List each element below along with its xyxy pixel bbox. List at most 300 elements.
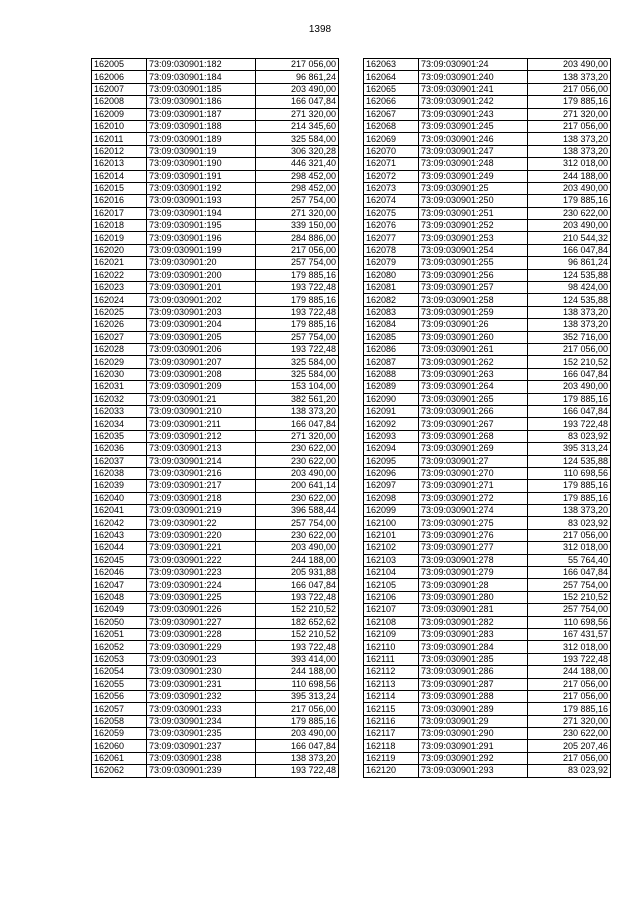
cadastral-number-cell: 73:09:030901:257 <box>419 282 528 294</box>
table-row <box>364 195 611 207</box>
value-cell: 230 622,00 <box>256 455 339 467</box>
cadastral-number-cell: 73:09:030901:208 <box>147 368 256 380</box>
row-id-cell: 162041 <box>92 505 147 517</box>
table-row <box>364 542 611 554</box>
row-id-cell: 162022 <box>92 269 147 281</box>
cadastral-number-cell: 73:09:030901:277 <box>419 542 528 554</box>
cadastral-number-cell: 73:09:030901:268 <box>419 430 528 442</box>
cadastral-number-cell: 73:09:030901:202 <box>147 294 256 306</box>
row-id-cell: 162055 <box>92 678 147 690</box>
table-row <box>364 591 611 603</box>
table-row <box>92 492 339 504</box>
value-cell: 167 431,57 <box>528 628 611 640</box>
row-id-cell: 162040 <box>92 492 147 504</box>
row-id-cell: 162102 <box>364 542 419 554</box>
value-cell: 124 535,88 <box>528 294 611 306</box>
cadastral-number-cell: 73:09:030901:212 <box>147 430 256 442</box>
value-cell: 230 622,00 <box>256 492 339 504</box>
cadastral-number-cell: 73:09:030901:284 <box>419 641 528 653</box>
table-row <box>92 244 339 256</box>
value-cell: 298 452,00 <box>256 182 339 194</box>
row-id-cell: 162086 <box>364 343 419 355</box>
row-id-cell: 162027 <box>92 331 147 343</box>
value-cell: 166 047,84 <box>256 579 339 591</box>
cadastral-number-cell: 73:09:030901:271 <box>419 480 528 492</box>
table-row <box>92 666 339 678</box>
row-id-cell: 162047 <box>92 579 147 591</box>
cadastral-number-cell: 73:09:030901:218 <box>147 492 256 504</box>
row-id-cell: 162059 <box>92 728 147 740</box>
table-row <box>92 455 339 467</box>
value-cell: 152 210,52 <box>528 356 611 368</box>
row-id-cell: 162096 <box>364 467 419 479</box>
value-cell: 193 722,48 <box>528 418 611 430</box>
row-id-cell: 162051 <box>92 628 147 640</box>
value-cell: 182 652,62 <box>256 616 339 628</box>
cadastral-number-cell: 73:09:030901:274 <box>419 505 528 517</box>
table-row <box>92 145 339 157</box>
cadastral-number-cell: 73:09:030901:188 <box>147 120 256 132</box>
table-row <box>92 418 339 430</box>
row-id-cell: 162026 <box>92 319 147 331</box>
table-row <box>92 542 339 554</box>
value-cell: 339 150,00 <box>256 220 339 232</box>
row-id-cell: 162105 <box>364 579 419 591</box>
value-cell: 110 698,56 <box>528 467 611 479</box>
table-row <box>364 690 611 702</box>
table-row <box>364 282 611 294</box>
cadastral-number-cell: 73:09:030901:228 <box>147 628 256 640</box>
table-row <box>92 616 339 628</box>
row-id-cell: 162021 <box>92 257 147 269</box>
value-cell: 83 023,92 <box>528 517 611 529</box>
value-cell: 446 321,40 <box>256 158 339 170</box>
value-cell: 325 584,00 <box>256 368 339 380</box>
row-id-cell: 162029 <box>92 356 147 368</box>
row-id-cell: 162113 <box>364 678 419 690</box>
table-row <box>92 740 339 752</box>
value-cell: 257 754,00 <box>256 331 339 343</box>
cadastral-number-cell: 73:09:030901:204 <box>147 319 256 331</box>
cadastral-number-cell: 73:09:030901:243 <box>419 108 528 120</box>
row-id-cell: 162010 <box>92 120 147 132</box>
value-cell: 179 885,16 <box>528 96 611 108</box>
table-row <box>92 765 339 777</box>
table-row <box>92 393 339 405</box>
value-cell: 230 622,00 <box>256 529 339 541</box>
cadastral-number-cell: 73:09:030901:251 <box>419 207 528 219</box>
row-id-cell: 162092 <box>364 418 419 430</box>
cadastral-number-cell: 73:09:030901:195 <box>147 220 256 232</box>
cadastral-number-cell: 73:09:030901:186 <box>147 96 256 108</box>
table-row <box>364 567 611 579</box>
table-row <box>92 529 339 541</box>
table-row <box>92 443 339 455</box>
value-cell: 193 722,48 <box>256 343 339 355</box>
row-id-cell: 162049 <box>92 604 147 616</box>
value-cell: 179 885,16 <box>256 715 339 727</box>
table-row <box>92 604 339 616</box>
cadastral-number-cell: 73:09:030901:246 <box>419 133 528 145</box>
cadastral-number-cell: 73:09:030901:20 <box>147 257 256 269</box>
cadastral-number-cell: 73:09:030901:290 <box>419 728 528 740</box>
value-cell: 325 584,00 <box>256 356 339 368</box>
value-cell: 306 320,28 <box>256 145 339 157</box>
table-row <box>92 269 339 281</box>
cadastral-number-cell: 73:09:030901:203 <box>147 306 256 318</box>
cadastral-number-cell: 73:09:030901:210 <box>147 405 256 417</box>
value-cell: 217 056,00 <box>528 752 611 764</box>
cadastral-number-cell: 73:09:030901:219 <box>147 505 256 517</box>
row-id-cell: 162064 <box>364 71 419 83</box>
value-cell: 230 622,00 <box>528 207 611 219</box>
cadastral-number-cell: 73:09:030901:237 <box>147 740 256 752</box>
table-row <box>364 294 611 306</box>
cadastral-number-cell: 73:09:030901:221 <box>147 542 256 554</box>
row-id-cell: 162082 <box>364 294 419 306</box>
row-id-cell: 162050 <box>92 616 147 628</box>
row-id-cell: 162069 <box>364 133 419 145</box>
cadastral-number-cell: 73:09:030901:272 <box>419 492 528 504</box>
table-row <box>364 343 611 355</box>
cadastral-number-cell: 73:09:030901:192 <box>147 182 256 194</box>
cadastral-number-cell: 73:09:030901:206 <box>147 343 256 355</box>
value-cell: 152 210,52 <box>528 591 611 603</box>
row-id-cell: 162035 <box>92 430 147 442</box>
value-cell: 203 490,00 <box>528 381 611 393</box>
value-cell: 153 104,00 <box>256 381 339 393</box>
table-row <box>364 306 611 318</box>
cadastral-number-cell: 73:09:030901:231 <box>147 678 256 690</box>
value-cell: 179 885,16 <box>528 480 611 492</box>
cadastral-number-cell: 73:09:030901:247 <box>419 145 528 157</box>
value-cell: 217 056,00 <box>528 529 611 541</box>
cadastral-table-right <box>363 58 611 778</box>
row-id-cell: 162078 <box>364 244 419 256</box>
row-id-cell: 162036 <box>92 443 147 455</box>
row-id-cell: 162028 <box>92 343 147 355</box>
value-cell: 166 047,84 <box>528 244 611 256</box>
table-row <box>92 628 339 640</box>
cadastral-number-cell: 73:09:030901:224 <box>147 579 256 591</box>
cadastral-number-cell: 73:09:030901:225 <box>147 591 256 603</box>
cadastral-number-cell: 73:09:030901:275 <box>419 517 528 529</box>
value-cell: 166 047,84 <box>256 740 339 752</box>
value-cell: 166 047,84 <box>256 96 339 108</box>
table-row <box>364 616 611 628</box>
table-row <box>92 133 339 145</box>
table-row <box>92 715 339 727</box>
table-row <box>92 195 339 207</box>
row-id-cell: 162080 <box>364 269 419 281</box>
value-cell: 83 023,92 <box>528 765 611 777</box>
row-id-cell: 162019 <box>92 232 147 244</box>
cadastral-number-cell: 73:09:030901:264 <box>419 381 528 393</box>
value-cell: 193 722,48 <box>256 641 339 653</box>
value-cell: 244 188,00 <box>256 554 339 566</box>
value-cell: 193 722,48 <box>528 653 611 665</box>
table-row <box>364 145 611 157</box>
value-cell: 203 490,00 <box>528 59 611 71</box>
value-cell: 217 056,00 <box>528 343 611 355</box>
value-cell: 257 754,00 <box>528 579 611 591</box>
value-cell: 200 641,14 <box>256 480 339 492</box>
table-row <box>364 641 611 653</box>
table-row <box>364 666 611 678</box>
row-id-cell: 162062 <box>92 765 147 777</box>
table-row <box>92 108 339 120</box>
row-id-cell: 162110 <box>364 641 419 653</box>
value-cell: 179 885,16 <box>528 703 611 715</box>
value-cell: 166 047,84 <box>256 418 339 430</box>
value-cell: 217 056,00 <box>528 690 611 702</box>
cadastral-number-cell: 73:09:030901:222 <box>147 554 256 566</box>
row-id-cell: 162070 <box>364 145 419 157</box>
table-body-left <box>92 59 339 778</box>
value-cell: 203 490,00 <box>256 542 339 554</box>
table-row <box>364 405 611 417</box>
cadastral-number-cell: 73:09:030901:28 <box>419 579 528 591</box>
table-row <box>364 443 611 455</box>
row-id-cell: 162100 <box>364 517 419 529</box>
cadastral-number-cell: 73:09:030901:291 <box>419 740 528 752</box>
row-id-cell: 162015 <box>92 182 147 194</box>
value-cell: 214 345,60 <box>256 120 339 132</box>
table-row <box>92 554 339 566</box>
cadastral-number-cell: 73:09:030901:209 <box>147 381 256 393</box>
table-row <box>364 319 611 331</box>
row-id-cell: 162073 <box>364 182 419 194</box>
value-cell: 110 698,56 <box>256 678 339 690</box>
row-id-cell: 162071 <box>364 158 419 170</box>
cadastral-number-cell: 73:09:030901:249 <box>419 170 528 182</box>
cadastral-number-cell: 73:09:030901:270 <box>419 467 528 479</box>
table-row <box>92 430 339 442</box>
row-id-cell: 162023 <box>92 282 147 294</box>
row-id-cell: 162033 <box>92 405 147 417</box>
value-cell: 393 414,00 <box>256 653 339 665</box>
table-row <box>364 653 611 665</box>
value-cell: 395 313,24 <box>528 443 611 455</box>
cadastral-number-cell: 73:09:030901:285 <box>419 653 528 665</box>
value-cell: 271 320,00 <box>528 108 611 120</box>
table-row <box>364 467 611 479</box>
table-row <box>92 59 339 71</box>
value-cell: 138 373,20 <box>528 71 611 83</box>
row-id-cell: 162038 <box>92 467 147 479</box>
cadastral-number-cell: 73:09:030901:235 <box>147 728 256 740</box>
table-row <box>364 269 611 281</box>
cadastral-number-cell: 73:09:030901:289 <box>419 703 528 715</box>
cadastral-number-cell: 73:09:030901:24 <box>419 59 528 71</box>
value-cell: 55 764,40 <box>528 554 611 566</box>
row-id-cell: 162052 <box>92 641 147 653</box>
row-id-cell: 162060 <box>92 740 147 752</box>
cadastral-number-cell: 73:09:030901:283 <box>419 628 528 640</box>
row-id-cell: 162115 <box>364 703 419 715</box>
row-id-cell: 162018 <box>92 220 147 232</box>
cadastral-number-cell: 73:09:030901:282 <box>419 616 528 628</box>
value-cell: 244 188,00 <box>528 170 611 182</box>
value-cell: 138 373,20 <box>256 752 339 764</box>
value-cell: 98 424,00 <box>528 282 611 294</box>
value-cell: 244 188,00 <box>528 666 611 678</box>
table-row <box>92 331 339 343</box>
row-id-cell: 162005 <box>92 59 147 71</box>
table-row <box>92 158 339 170</box>
table-row <box>364 765 611 777</box>
row-id-cell: 162039 <box>92 480 147 492</box>
row-id-cell: 162067 <box>364 108 419 120</box>
row-id-cell: 162045 <box>92 554 147 566</box>
table-row <box>92 71 339 83</box>
row-id-cell: 162093 <box>364 430 419 442</box>
row-id-cell: 162079 <box>364 257 419 269</box>
table-row <box>92 690 339 702</box>
table-row <box>364 170 611 182</box>
value-cell: 152 210,52 <box>256 628 339 640</box>
table-row <box>364 740 611 752</box>
cadastral-number-cell: 73:09:030901:241 <box>419 83 528 95</box>
table-row <box>92 517 339 529</box>
row-id-cell: 162007 <box>92 83 147 95</box>
cadastral-number-cell: 73:09:030901:254 <box>419 244 528 256</box>
table-row <box>364 492 611 504</box>
row-id-cell: 162068 <box>364 120 419 132</box>
table-row <box>92 480 339 492</box>
table-row <box>364 96 611 108</box>
cadastral-number-cell: 73:09:030901:214 <box>147 455 256 467</box>
row-id-cell: 162104 <box>364 567 419 579</box>
row-id-cell: 162091 <box>364 405 419 417</box>
cadastral-number-cell: 73:09:030901:205 <box>147 331 256 343</box>
cadastral-number-cell: 73:09:030901:226 <box>147 604 256 616</box>
value-cell: 138 373,20 <box>528 319 611 331</box>
row-id-cell: 162014 <box>92 170 147 182</box>
table-row <box>92 257 339 269</box>
value-cell: 179 885,16 <box>528 195 611 207</box>
row-id-cell: 162111 <box>364 653 419 665</box>
value-cell: 230 622,00 <box>256 443 339 455</box>
row-id-cell: 162053 <box>92 653 147 665</box>
cadastral-number-cell: 73:09:030901:276 <box>419 529 528 541</box>
cadastral-number-cell: 73:09:030901:230 <box>147 666 256 678</box>
cadastral-number-cell: 73:09:030901:248 <box>419 158 528 170</box>
table-row <box>364 579 611 591</box>
cadastral-number-cell: 73:09:030901:207 <box>147 356 256 368</box>
table-row <box>92 405 339 417</box>
table-row <box>364 604 611 616</box>
row-id-cell: 162065 <box>364 83 419 95</box>
cadastral-number-cell: 73:09:030901:265 <box>419 393 528 405</box>
value-cell: 179 885,16 <box>528 492 611 504</box>
value-cell: 217 056,00 <box>256 244 339 256</box>
row-id-cell: 162024 <box>92 294 147 306</box>
cadastral-number-cell: 73:09:030901:240 <box>419 71 528 83</box>
table-row <box>92 579 339 591</box>
cadastral-number-cell: 73:09:030901:229 <box>147 641 256 653</box>
row-id-cell: 162072 <box>364 170 419 182</box>
value-cell: 96 861,24 <box>256 71 339 83</box>
value-cell: 217 056,00 <box>256 703 339 715</box>
table-row <box>364 418 611 430</box>
value-cell: 312 018,00 <box>528 542 611 554</box>
row-id-cell: 162074 <box>364 195 419 207</box>
cadastral-number-cell: 73:09:030901:238 <box>147 752 256 764</box>
row-id-cell: 162076 <box>364 220 419 232</box>
cadastral-number-cell: 73:09:030901:227 <box>147 616 256 628</box>
row-id-cell: 162084 <box>364 319 419 331</box>
table-row <box>92 381 339 393</box>
cadastral-number-cell: 73:09:030901:187 <box>147 108 256 120</box>
cadastral-number-cell: 73:09:030901:182 <box>147 59 256 71</box>
row-id-cell: 162061 <box>92 752 147 764</box>
table-row <box>92 728 339 740</box>
table-row <box>364 220 611 232</box>
row-id-cell: 162013 <box>92 158 147 170</box>
table-row <box>364 257 611 269</box>
table-row <box>92 220 339 232</box>
cadastral-number-cell: 73:09:030901:184 <box>147 71 256 83</box>
value-cell: 166 047,84 <box>528 567 611 579</box>
cadastral-number-cell: 73:09:030901:200 <box>147 269 256 281</box>
cadastral-number-cell: 73:09:030901:22 <box>147 517 256 529</box>
table-row <box>364 455 611 467</box>
value-cell: 124 535,88 <box>528 269 611 281</box>
value-cell: 179 885,16 <box>256 294 339 306</box>
cadastral-number-cell: 73:09:030901:223 <box>147 567 256 579</box>
cadastral-number-cell: 73:09:030901:253 <box>419 232 528 244</box>
cadastral-number-cell: 73:09:030901:258 <box>419 294 528 306</box>
value-cell: 193 722,48 <box>256 765 339 777</box>
value-cell: 210 544,32 <box>528 232 611 244</box>
value-cell: 193 722,48 <box>256 306 339 318</box>
cadastral-number-cell: 73:09:030901:292 <box>419 752 528 764</box>
value-cell: 193 722,48 <box>256 591 339 603</box>
table-row <box>364 678 611 690</box>
cadastral-number-cell: 73:09:030901:260 <box>419 331 528 343</box>
value-cell: 138 373,20 <box>528 145 611 157</box>
table-row <box>92 505 339 517</box>
value-cell: 203 490,00 <box>256 728 339 740</box>
cadastral-number-cell: 73:09:030901:201 <box>147 282 256 294</box>
value-cell: 257 754,00 <box>256 257 339 269</box>
value-cell: 138 373,20 <box>256 405 339 417</box>
value-cell: 138 373,20 <box>528 306 611 318</box>
table-row <box>364 554 611 566</box>
value-cell: 203 490,00 <box>256 467 339 479</box>
row-id-cell: 162025 <box>92 306 147 318</box>
table-row <box>92 282 339 294</box>
table-row <box>92 678 339 690</box>
value-cell: 298 452,00 <box>256 170 339 182</box>
value-cell: 203 490,00 <box>528 182 611 194</box>
row-id-cell: 162085 <box>364 331 419 343</box>
table-row <box>92 120 339 132</box>
table-row <box>364 381 611 393</box>
table-row <box>364 133 611 145</box>
table-row <box>364 430 611 442</box>
cadastral-number-cell: 73:09:030901:286 <box>419 666 528 678</box>
value-cell: 325 584,00 <box>256 133 339 145</box>
cadastral-number-cell: 73:09:030901:27 <box>419 455 528 467</box>
value-cell: 203 490,00 <box>528 220 611 232</box>
value-cell: 382 561,20 <box>256 393 339 405</box>
table-row <box>92 83 339 95</box>
row-id-cell: 162057 <box>92 703 147 715</box>
table-row <box>364 715 611 727</box>
row-id-cell: 162012 <box>92 145 147 157</box>
